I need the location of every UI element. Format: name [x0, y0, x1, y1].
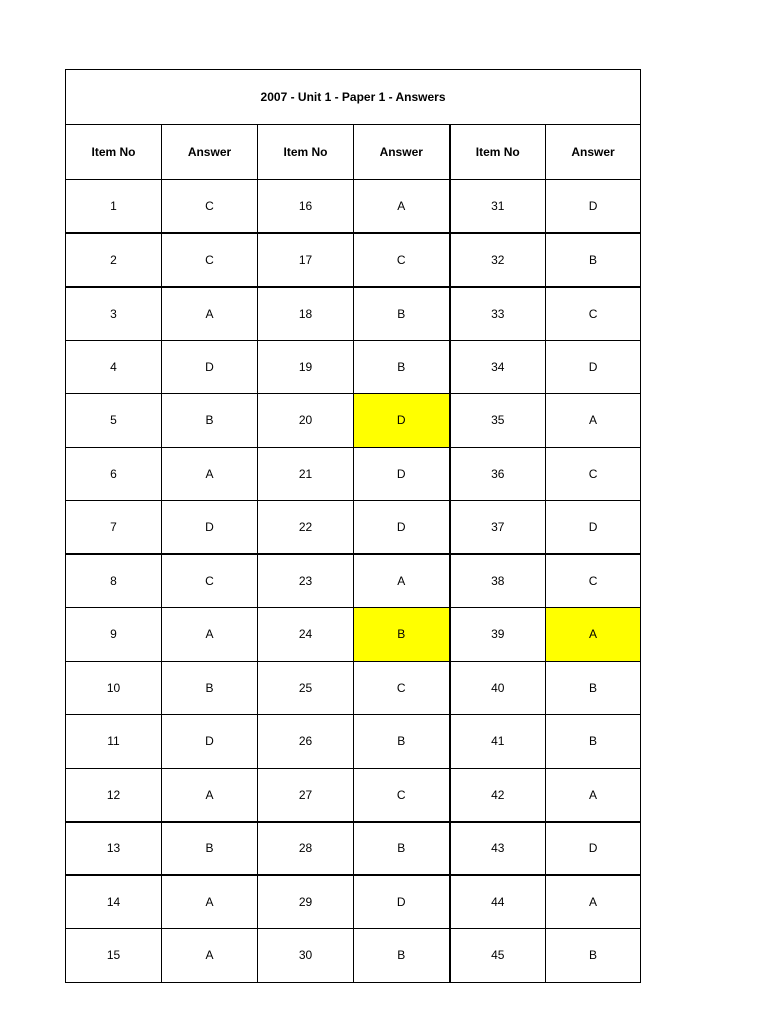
item-no-cell: 12 — [66, 768, 162, 822]
item-no-cell: 2 — [66, 233, 162, 287]
item-no-cell: 28 — [258, 822, 354, 876]
table-row — [66, 554, 641, 608]
item-no-cell: 35 — [450, 394, 546, 448]
answer-cell: B — [546, 233, 641, 287]
item-no-cell: 21 — [258, 447, 354, 501]
table-row — [66, 287, 641, 341]
answers-table — [65, 69, 641, 983]
item-no-cell: 27 — [258, 768, 354, 822]
answer-cell: B — [162, 661, 258, 715]
item-no-cell: 23 — [258, 554, 354, 608]
table-row — [66, 929, 641, 983]
header-answer: Answer — [354, 125, 450, 180]
item-no-cell: 34 — [450, 340, 546, 394]
item-no-cell: 37 — [450, 501, 546, 555]
item-no-cell: 3 — [66, 287, 162, 341]
header-item-no: Item No — [450, 125, 546, 180]
answer-cell: C — [354, 768, 450, 822]
answer-cell: B — [162, 822, 258, 876]
answer-sheet — [65, 69, 640, 983]
answer-cell: D — [354, 875, 450, 929]
table-row — [66, 447, 641, 501]
item-no-cell: 42 — [450, 768, 546, 822]
answer-cell: C — [546, 554, 641, 608]
item-no-cell: 25 — [258, 661, 354, 715]
header-answer: Answer — [162, 125, 258, 180]
answer-cell: A — [546, 394, 641, 448]
answer-cell: A — [162, 929, 258, 983]
item-no-cell: 11 — [66, 715, 162, 769]
item-no-cell: 1 — [66, 180, 162, 234]
answer-cell: B — [354, 340, 450, 394]
item-no-cell: 45 — [450, 929, 546, 983]
table-row — [66, 501, 641, 555]
item-no-cell: 41 — [450, 715, 546, 769]
item-no-cell: 33 — [450, 287, 546, 341]
item-no-cell: 17 — [258, 233, 354, 287]
answer-cell: C — [162, 554, 258, 608]
answer-cell: B — [162, 394, 258, 448]
table-row — [66, 608, 641, 662]
answer-cell: B — [546, 929, 641, 983]
item-no-cell: 16 — [258, 180, 354, 234]
item-no-cell: 13 — [66, 822, 162, 876]
item-no-cell: 39 — [450, 608, 546, 662]
answer-cell: B — [354, 715, 450, 769]
answer-cell: D — [546, 180, 641, 234]
answer-cell: D — [162, 501, 258, 555]
table-row — [66, 822, 641, 876]
answer-cell: A — [162, 875, 258, 929]
item-no-cell: 43 — [450, 822, 546, 876]
item-no-cell: 9 — [66, 608, 162, 662]
header-item-no: Item No — [258, 125, 354, 180]
answer-cell: B — [354, 287, 450, 341]
item-no-cell: 40 — [450, 661, 546, 715]
table-row — [66, 661, 641, 715]
item-no-cell: 8 — [66, 554, 162, 608]
item-no-cell: 18 — [258, 287, 354, 341]
item-no-cell: 4 — [66, 340, 162, 394]
item-no-cell: 5 — [66, 394, 162, 448]
answer-cell: D — [354, 447, 450, 501]
item-no-cell: 26 — [258, 715, 354, 769]
answer-cell: A — [354, 554, 450, 608]
answer-cell: A — [546, 875, 641, 929]
answer-cell: D — [546, 501, 641, 555]
title-row — [66, 70, 641, 125]
item-no-cell: 15 — [66, 929, 162, 983]
item-no-cell: 7 — [66, 501, 162, 555]
table-row — [66, 394, 641, 448]
answer-cell: A — [162, 447, 258, 501]
answer-cell-highlighted: B — [354, 608, 450, 662]
item-no-cell: 24 — [258, 608, 354, 662]
item-no-cell: 44 — [450, 875, 546, 929]
answer-cell: C — [354, 233, 450, 287]
answer-cell: D — [162, 715, 258, 769]
item-no-cell: 14 — [66, 875, 162, 929]
answer-cell-highlighted: D — [354, 394, 450, 448]
answer-cell: A — [354, 180, 450, 234]
item-no-cell: 20 — [258, 394, 354, 448]
table-title: 2007 - Unit 1 - Paper 1 - Answers — [66, 70, 641, 125]
table-row — [66, 233, 641, 287]
item-no-cell: 22 — [258, 501, 354, 555]
answer-cell-highlighted: A — [546, 608, 641, 662]
answer-cell: B — [546, 715, 641, 769]
item-no-cell: 38 — [450, 554, 546, 608]
table-row — [66, 340, 641, 394]
item-no-cell: 29 — [258, 875, 354, 929]
answer-cell: D — [162, 340, 258, 394]
item-no-cell: 36 — [450, 447, 546, 501]
item-no-cell: 6 — [66, 447, 162, 501]
answer-cell: D — [546, 822, 641, 876]
answer-cell: D — [546, 340, 641, 394]
answer-cell: C — [162, 180, 258, 234]
answer-cell: A — [162, 768, 258, 822]
table-row — [66, 715, 641, 769]
table-row — [66, 875, 641, 929]
answer-cell: B — [546, 661, 641, 715]
item-no-cell: 10 — [66, 661, 162, 715]
answer-cell: C — [546, 447, 641, 501]
answer-cell: C — [162, 233, 258, 287]
answer-cell: C — [354, 661, 450, 715]
table-row — [66, 180, 641, 234]
header-item-no: Item No — [66, 125, 162, 180]
header-row — [66, 125, 641, 180]
item-no-cell: 31 — [450, 180, 546, 234]
answer-cell: B — [354, 929, 450, 983]
answer-cell: D — [354, 501, 450, 555]
answer-cell: B — [354, 822, 450, 876]
item-no-cell: 32 — [450, 233, 546, 287]
header-answer: Answer — [546, 125, 641, 180]
table-row — [66, 768, 641, 822]
answer-cell: A — [162, 287, 258, 341]
item-no-cell: 19 — [258, 340, 354, 394]
answer-cell: A — [546, 768, 641, 822]
item-no-cell: 30 — [258, 929, 354, 983]
answer-cell: C — [546, 287, 641, 341]
answer-cell: A — [162, 608, 258, 662]
